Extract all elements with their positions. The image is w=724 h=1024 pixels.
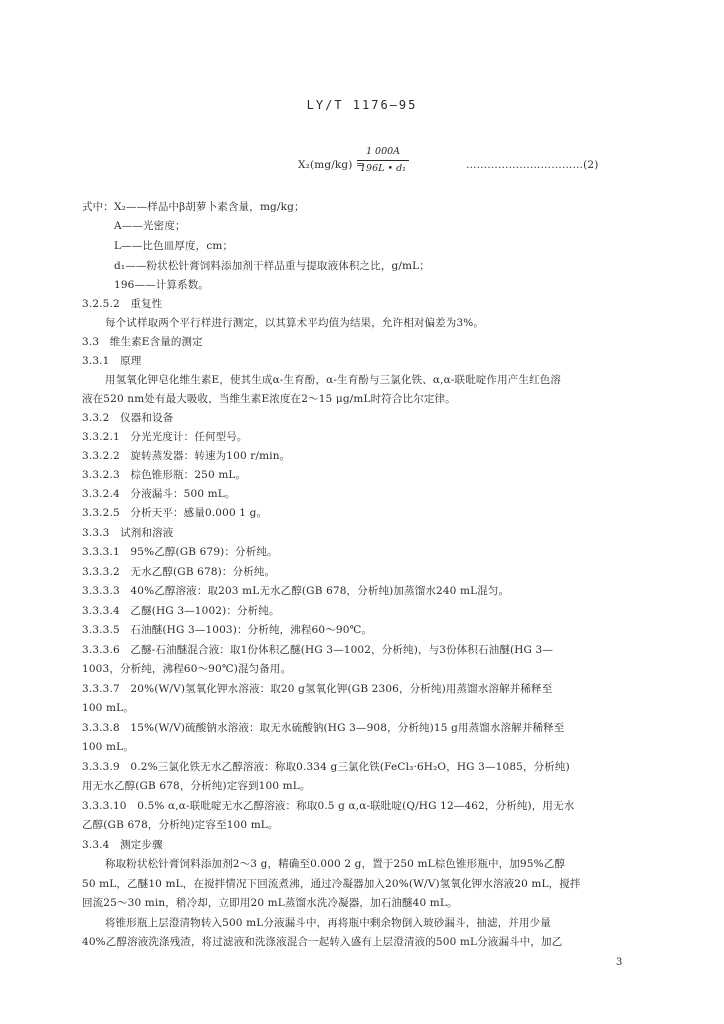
list-item: 3.3.3.3 40%乙醇溶液：取203 mL无水乙醇(GB 678，分析纯)加蒸馏水240 mL混匀。 <box>82 585 510 597</box>
list-item: 3.3.2.1 分光光度计：任何型号。 <box>82 431 248 443</box>
list-item-continuation: 100 mL。 <box>82 702 134 714</box>
paragraph-line: 回流25～30 min，稍冷却，立即用20 mL蒸馏水洗冷凝器，加石油醚40 mL。 <box>82 897 458 909</box>
paragraph-line: 称取粉状松针膏饲料添加剂2～3 g，精确至0.000 2 g，置于250 mL棕色锥形瓶中，加95%乙醇 <box>105 858 566 870</box>
formula-fraction <box>357 146 409 175</box>
section-heading: 3.3.3 试剂和溶液 <box>82 527 174 539</box>
paragraph-line: 用氢氧化钾皂化维生素E，使其生成α-生育酚，α-生育酚与三氯化铁、α,α-联吡啶作用产生红色溶 <box>105 374 562 386</box>
list-item: 3.3.3.1 95%乙醇(GB 679)：分析纯。 <box>82 546 278 558</box>
list-item: 3.3.3.10 0.5% α,α-联吡啶无水乙醇溶液：称取0.5 g α,α-联吡啶(Q/HG 12—462，分析纯)，用无水 <box>82 800 575 812</box>
paragraph-line: 40%乙醇溶液洗涤残渣，将过滤液和洗涤液混合一起转入盛有上层澄清液的500 mL分液漏斗中，加乙 <box>82 936 563 948</box>
list-item-continuation: 100 mL。 <box>82 741 134 753</box>
list-item: 3.3.2.4 分液漏斗：500 mL。 <box>82 488 236 500</box>
definition-coefficient: 196——计算系数。 <box>114 279 210 291</box>
paragraph-line: 每个试样取两个平行样进行测定，以其算术平均值为结果，允许相对偏差为3%。 <box>105 317 485 329</box>
section-heading: 3.3.1 原理 <box>82 355 142 367</box>
section-heading: 3.3.2 仪器和设备 <box>82 412 174 424</box>
list-item: 3.3.3.4 乙醚(HG 3—1002)：分析纯。 <box>82 605 280 617</box>
list-item-continuation: 乙醇(GB 678，分析纯)定容至100 mL。 <box>82 819 279 831</box>
list-item: 3.3.2.3 棕色锥形瓶：250 mL。 <box>82 469 247 481</box>
list-item: 3.3.2.2 旋转蒸发器：转速为100 r/min。 <box>82 450 291 462</box>
paragraph-line: 50 mL，乙醚10 mL，在搅拌情况下回流煮沸，通过冷凝器加入20%(W/V)氢氧化钾水溶液20 mL，搅拌 <box>82 878 581 890</box>
definition-intro: 式中：X₂——样品中β胡萝卜素含量，mg/kg； <box>82 201 305 213</box>
section-heading: 3.3.4 测定步骤 <box>82 839 163 851</box>
fraction-bar <box>357 160 409 161</box>
definition-d1: d₁——粉状松针膏饲料添加剂干样品重与提取液体积之比，g/mL； <box>114 260 430 272</box>
formula-denominator: 196L • d₁ <box>360 163 406 174</box>
paragraph-line: 将锥形瓶上层澄清物转入500 mL分液漏斗中，再将瓶中剩余物倒入玻砂漏斗，抽滤，并用少量 <box>105 917 551 929</box>
standard-code-header: LY/T 1176—95 <box>306 98 418 112</box>
list-item: 3.3.3.7 20%(W/V)氢氧化钾水溶液：取20 g氢氧化钾(GB 2306，分析纯)用蒸馏水溶解并稀释至 <box>82 683 553 695</box>
list-item: 3.3.3.9 0.2%三氯化铁无水乙醇溶液：称取0.334 g三氯化铁(FeCl₃·6H₂O，HG 3—1085，分析纯) <box>82 761 570 773</box>
formula-numerator: 1 000A <box>365 146 401 157</box>
list-item: 3.3.2.5 分析天平：感量0.000 1 g。 <box>82 507 268 519</box>
definition-a: A——光密度； <box>114 220 186 232</box>
equation-reference: ……………………………(2) <box>466 159 599 171</box>
list-item: 3.3.3.6 乙醚-石油醚混合液：取1份体积乙醚(HG 3—1002，分析纯)，与3份体积石油醚(HG 3— <box>82 644 554 656</box>
section-heading: 3.2.5.2 重复性 <box>82 298 163 310</box>
definition-l: L——比色皿厚度，cm； <box>114 240 234 252</box>
section-heading: 3.3 维生素E含量的测定 <box>82 336 203 348</box>
formula-lhs: X₂(mg/kg) = <box>298 159 365 171</box>
paragraph-line: 液在520 nm处有最大吸收，当维生素E浓度在2～15 μg/mL时符合比尔定律。 <box>82 393 456 405</box>
list-item: 3.3.3.2 无水乙醇(GB 678)：分析纯。 <box>82 566 276 578</box>
list-item-continuation: 用无水乙醇(GB 678，分析纯)定容到100 mL。 <box>82 780 311 792</box>
list-item: 3.3.3.5 石油醚(HG 3—1003)：分析纯，沸程60～90℃。 <box>82 624 373 636</box>
list-item: 3.3.3.8 15%(W/V)硫酸钠水溶液：取无水硫酸钠(HG 3—908，分析纯)15 g用蒸馏水溶解并稀释至 <box>82 722 565 734</box>
page-number: 3 <box>616 957 623 968</box>
list-item-continuation: 1003，分析纯，沸程60～90℃)混匀备用。 <box>82 663 292 675</box>
